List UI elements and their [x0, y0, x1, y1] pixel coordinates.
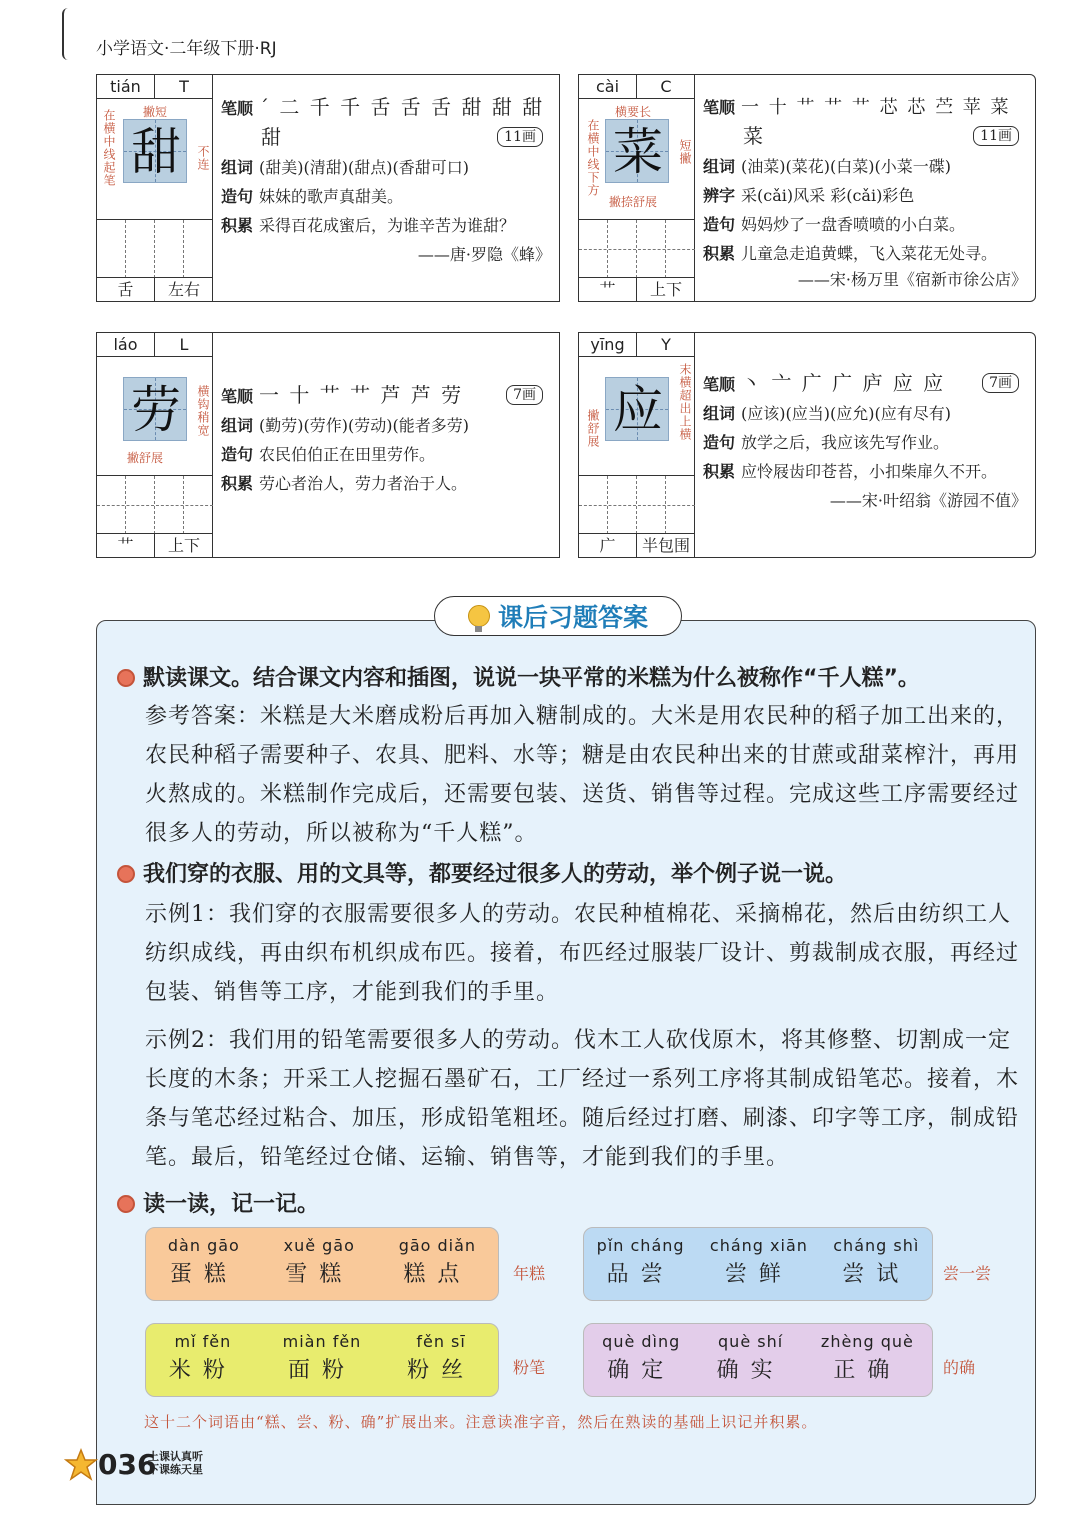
practice-grid	[579, 475, 695, 533]
word-item: xuě gāo 雪糕	[283, 1236, 355, 1287]
note-left: 撇舒展	[586, 409, 600, 448]
char-grid	[579, 75, 695, 301]
pinyin: tián	[97, 75, 155, 98]
note-right: 不连	[196, 145, 210, 171]
word-item: què dìng 确定	[602, 1332, 681, 1383]
accumulation: 儿童急走追黄蝶，飞入菜花无处寻。	[741, 244, 998, 263]
word-item: zhèng què 正确	[820, 1332, 914, 1383]
words: (甜美)(清甜)(甜点)(香甜可口)	[259, 158, 469, 177]
initial: C	[660, 77, 672, 96]
char-grid	[97, 333, 213, 557]
distinguish: 采(cǎi)风采 彩(cǎi)彩色	[741, 186, 915, 205]
label-strokes: 笔顺	[703, 375, 736, 394]
answer-2-example-1: 示例1：我们穿的衣服需要很多人的劳动。农民种植棉花、采摘棉花，然后由纺织工人纺织成线，再由织布机织成布匹。接着，布匹经过服装厂设计、剪裁制成衣服，再经过包装、销售等工序，才能到我们的手里。	[145, 902, 1020, 1005]
stroke-order: 一 十 艹 艹 芦 芦 劳	[259, 383, 464, 407]
note-left: 在横中线下方	[586, 119, 600, 197]
side-word: 粉笔	[513, 1358, 546, 1377]
label-sentence: 造句	[221, 445, 254, 464]
stroke-order-end: 菜	[743, 124, 765, 148]
note-right: 横钩稍宽	[196, 385, 210, 437]
label-strokes: 笔顺	[703, 98, 736, 117]
stroke-order: ˊ 二 千 千 舌 舌 舌 甜 甜 甜	[259, 95, 545, 119]
char-box	[123, 119, 187, 183]
label-words: 组词	[703, 157, 736, 176]
label-accum: 积累	[221, 474, 254, 493]
label-words: 组词	[703, 404, 736, 423]
word-group-fen	[145, 1323, 499, 1397]
answers-title: 课后习题答案	[497, 603, 648, 632]
char-box	[605, 377, 669, 441]
main-char: 甜	[131, 123, 181, 181]
label-distinguish: 辨字	[703, 186, 736, 205]
initial: T	[179, 77, 189, 96]
note-right: 短撇	[678, 139, 692, 165]
question-2: 我们穿的衣服、用的文具等，都要经过很多人的劳动，举个例子说一说。	[117, 857, 847, 888]
stroke-order-end: 甜	[261, 125, 283, 149]
label-words: 组词	[221, 416, 254, 435]
initial: Y	[661, 335, 671, 354]
note-bottom: 撇捺舒展	[609, 195, 658, 209]
char-card-ying	[578, 332, 1036, 558]
word-item: fěn sī 粉丝	[407, 1332, 476, 1383]
note-right: 末横超出上横	[678, 363, 692, 441]
words: (勤劳)(劳作)(劳动)(能者多劳)	[259, 416, 469, 435]
word-item: què shí 确实	[716, 1332, 785, 1383]
star-mascot-icon	[64, 1448, 98, 1482]
label-sentence: 造句	[703, 215, 736, 234]
char-grid	[579, 333, 695, 557]
answer-1: 参考答案：米糕是大米磨成粉后再加入糖制成的。大米是用农民种的稻子加工出来的，农民种稻子需要种子、农具、肥料、水等；糖是由农民种出来的甘蔗或甜菜榨汁，再用火熬成的。米糕制作完成后，还需要包装、送货、销售等过程。完成这些工序需要经过很多人的劳动，所以被称为“千人糕”。	[145, 704, 1020, 846]
radical: 广	[579, 534, 637, 557]
radical: 艹	[97, 534, 155, 557]
question-bullet-icon	[117, 1195, 135, 1213]
words: (应该)(应当)(应允)(应有尽有)	[741, 404, 951, 423]
label-sentence: 造句	[221, 187, 254, 206]
side-word: 的确	[943, 1358, 976, 1377]
question-bullet-icon	[117, 669, 135, 687]
word-group-que	[583, 1323, 933, 1397]
radical: 舌	[97, 278, 155, 301]
stroke-count: 7画	[982, 373, 1019, 393]
word-item: dàn gāo 蛋糕	[167, 1236, 240, 1287]
main-char: 菜	[613, 123, 663, 181]
stroke-count: 7画	[506, 385, 543, 405]
structure: 上下	[649, 280, 682, 299]
answers-panel	[96, 620, 1036, 1505]
accumulation: 应怜屐齿印苍苔，小扣柴扉久不开。	[741, 462, 998, 481]
stroke-count: 11画	[497, 127, 543, 147]
side-word: 年糕	[513, 1264, 546, 1283]
note-top: 横要长	[615, 105, 652, 119]
label-strokes: 笔顺	[221, 387, 254, 406]
pinyin: láo	[97, 333, 155, 356]
label-strokes: 笔顺	[221, 99, 254, 118]
structure: 左右	[167, 280, 200, 299]
radical: 艹	[579, 278, 637, 301]
char-card-cai	[578, 74, 1036, 302]
label-accum: 积累	[221, 216, 254, 235]
answer-2-example-2: 示例2：我们用的铅笔需要很多人的劳动。伐木工人砍伐原木，将其修整、切割成一定长度的木条；开采工人挖掘石墨矿石，工厂经过一系列工序将其制成铅笔芯。接着，木条与笔芯经过粘合、加压，形成铅笔粗坯。随后经过打磨、刷漆、印字等工序，制成铅笔。最后，铅笔经过仓储、运输、销售等，才能到我们的手里。	[145, 1028, 1020, 1170]
structure: 半包围	[641, 536, 690, 555]
stroke-order: 丶 亠 广 广 庐 应 应	[741, 371, 946, 395]
word-item: miàn fěn 面粉	[282, 1332, 362, 1383]
structure: 上下	[167, 536, 200, 555]
source: ——宋·叶绍翁《游园不值》	[829, 491, 1027, 510]
practice-grid	[97, 475, 213, 533]
word-item: cháng xiān 尝鲜	[709, 1236, 808, 1287]
footer-slogan: 上课认真听 下课练天星	[148, 1450, 203, 1476]
page-number: 036	[98, 1448, 157, 1481]
footnote: 这十二个词语由“糕、尝、粉、确”扩展出来。注意读准字音，然后在熟读的基础上识记并积累。	[144, 1413, 818, 1431]
char-box	[123, 377, 187, 441]
initial: L	[179, 335, 189, 354]
question-bullet-icon	[117, 865, 135, 883]
label-accum: 积累	[703, 462, 736, 481]
practice-grid	[579, 219, 695, 277]
question-3: 读一读，记一记。	[117, 1187, 319, 1218]
note-top: 撇短	[143, 105, 168, 119]
source: ——唐·罗隐《蜂》	[417, 245, 551, 264]
main-char: 劳	[131, 381, 181, 439]
note-left: 在横中线起笔	[102, 109, 116, 187]
question-1: 默读课文。结合课文内容和插图，说说一块平常的米糕为什么被称作“千人糕”。	[117, 661, 920, 692]
label-accum: 积累	[703, 244, 736, 263]
main-char: 应	[613, 381, 663, 439]
header-bracket	[62, 8, 68, 60]
lightbulb-icon	[468, 605, 490, 627]
note-bottom: 撇舒展	[127, 451, 164, 465]
word-group-chang	[583, 1227, 933, 1301]
sentence: 妹妹的歌声真甜美。	[259, 187, 404, 206]
side-word: 尝一尝	[943, 1264, 992, 1283]
label-sentence: 造句	[703, 433, 736, 452]
char-card-tian	[96, 74, 560, 302]
word-group-gao	[145, 1227, 499, 1301]
accumulation: 采得百花成蜜后，为谁辛苦为谁甜？	[259, 216, 516, 235]
label-words: 组词	[221, 158, 254, 177]
char-grid	[97, 75, 213, 301]
sentence: 农民伯伯正在田里劳作。	[259, 445, 436, 464]
page-header: 小学语文·二年级下册·RJ	[96, 39, 277, 59]
sentence: 妈妈炒了一盘香喷喷的小白菜。	[741, 215, 966, 234]
char-card-lao	[96, 332, 560, 558]
accumulation: 劳心者治人，劳力者治于人。	[259, 474, 468, 493]
answers-title-badge	[434, 596, 682, 636]
pinyin: yīng	[579, 333, 637, 356]
char-box	[605, 119, 669, 183]
stroke-count: 11画	[973, 126, 1019, 146]
word-item: pǐn cháng 品尝	[596, 1236, 685, 1287]
words: (油菜)(菜花)(白菜)(小菜一碟)	[741, 157, 951, 176]
pinyin: cài	[579, 75, 637, 98]
word-item: mǐ fěn 米粉	[168, 1332, 237, 1383]
word-item: gāo diǎn 糕点	[398, 1236, 477, 1287]
sentence: 放学之后，我应该先写作业。	[741, 433, 950, 452]
source: ——宋·杨万里《宿新市徐公店》	[797, 270, 1027, 289]
word-item: cháng shì 尝试	[833, 1236, 920, 1287]
practice-grid	[97, 219, 213, 277]
stroke-order: 一 十 艹 艹 艹 芯 芯 苎 苹 菜	[741, 97, 1011, 118]
